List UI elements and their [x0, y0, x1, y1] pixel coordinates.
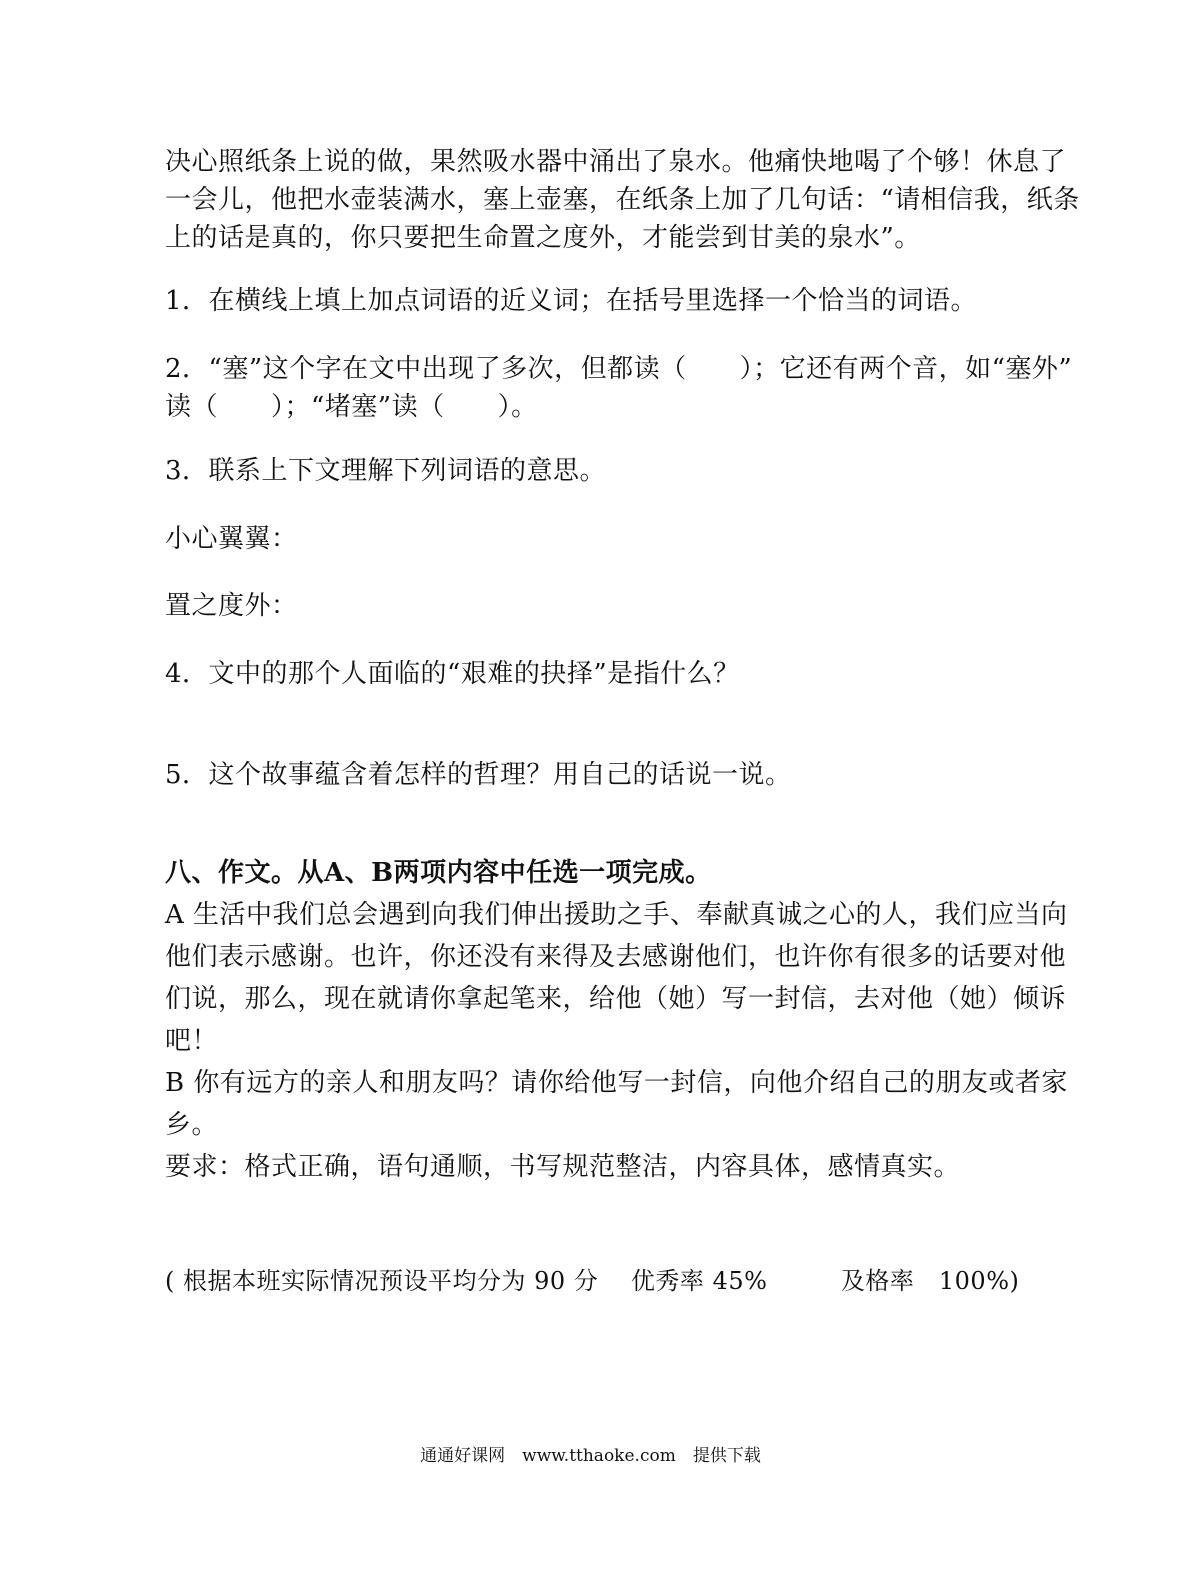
passage-line: 决心照纸条上说的做，果然吸水器中涌出了泉水。他痛快地喝了个够！休息了 [165, 147, 1067, 177]
question-2 [165, 350, 1073, 426]
passage-paragraph [165, 143, 1080, 257]
question-1-text: 1．在横线上填上加点词语的近义词；在括号里选择一个恰当的词语。 [165, 286, 978, 316]
term-label: 置之度外： [165, 591, 298, 621]
question-3-text: 3．联系上下文理解下列词语的意思。 [165, 456, 607, 486]
essay-option-b-line: 乡。 [165, 1110, 219, 1140]
passage-line: 一会儿，他把水壶装满水，塞上壶塞，在纸条上加了几句话：“请相信我，纸条 [165, 185, 1080, 215]
essay-option-a-line: 他们表示感谢。也许，你还没有来得及去感谢他们，也许你有很多的话要对他 [165, 942, 1067, 972]
essay-option-a-line: 们说，那么，现在就请你拿起笔来，给他（她）写一封信，去对他（她）倾诉 [165, 984, 1067, 1014]
question-3 [165, 452, 1005, 490]
question-4-text: 4．文中的那个人面临的“艰难的抉择”是指什么？ [165, 659, 740, 689]
essay-option-a-line: 吧！ [165, 1026, 219, 1056]
question-3-term-1 [165, 520, 1005, 558]
essay-option-a-line: A 生活中我们总会遇到向我们伸出援助之手、奉献真诚之心的人，我们应当向 [165, 900, 1068, 930]
question-2-line: 2．“塞”这个字在文中出现了多次，但都读（ ）；它还有两个音，如“塞外” [165, 354, 1073, 384]
essay-requirements: 要求：格式正确，语句通顺，书写规范整洁，内容具体，感情真实。 [165, 1152, 961, 1182]
score-note-text: ( 根据本班实际情况预设平均分为 90 分 优秀率 45% 及格率 100%) [165, 1267, 1020, 1295]
question-1 [165, 282, 1005, 320]
question-3-term-2 [165, 587, 1005, 625]
essay-option-b-line: B 你有远方的亲人和朋友吗？请你给他写一封信，向他介绍自己的朋友或者家 [165, 1068, 1068, 1098]
essay-section [165, 854, 1068, 1186]
passage-line: 上的话是真的，你只要把生命置之度外，才能尝到甘美的泉水”。 [165, 223, 921, 253]
essay-heading: 八、作文。从A、B两项内容中任选一项完成。 [165, 858, 712, 888]
question-2-line: 读（ ）；“堵塞”读（ ）。 [165, 392, 538, 422]
question-5 [165, 756, 1005, 794]
score-note [165, 1262, 1020, 1300]
footer-credit: 通通好课网 www.tthaoke.com 提供下载 [420, 1446, 761, 1466]
question-4 [165, 655, 1005, 693]
term-label: 小心翼翼： [165, 524, 298, 554]
question-5-text: 5．这个故事蕴含着怎样的哲理？用自己的话说一说。 [165, 760, 792, 790]
